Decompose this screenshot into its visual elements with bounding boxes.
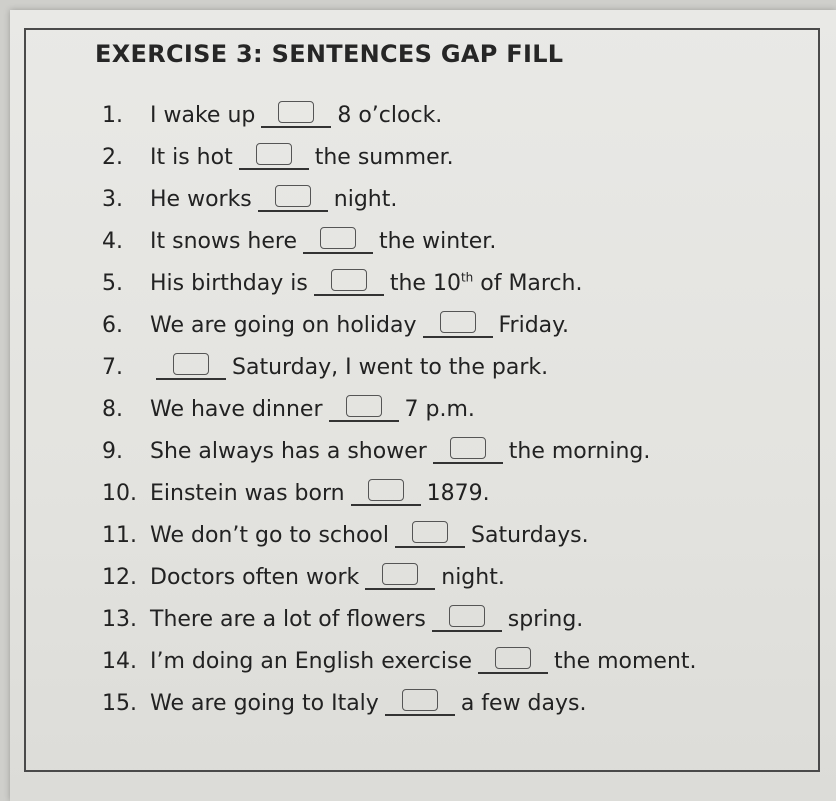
answer-blank-10[interactable] — [351, 478, 421, 506]
item-number: 8. — [102, 397, 123, 422]
sentence-start: We are going to Italy — [150, 691, 379, 716]
answer-box[interactable] — [450, 437, 486, 459]
ordinal-suffix: th — [460, 270, 474, 285]
answer-box[interactable] — [278, 101, 314, 123]
item-number: 6. — [102, 313, 123, 338]
sentence-end: the morning. — [508, 439, 651, 464]
sentence-7 — [102, 352, 548, 380]
exercise-title: EXERCISE 3: SENTENCES GAP FILL — [95, 40, 564, 68]
answer-box[interactable] — [331, 269, 367, 291]
item-number: 5. — [102, 271, 123, 296]
sentence-end: Saturdays. — [471, 523, 589, 548]
item-number: 13. — [102, 607, 137, 632]
sentence-start: I wake up — [150, 103, 256, 128]
sentence-start: Doctors often work — [150, 565, 360, 590]
answer-blank-11[interactable] — [395, 520, 465, 548]
item-number: 10. — [102, 481, 137, 506]
sentence-9 — [102, 436, 650, 464]
answer-box[interactable] — [382, 563, 418, 585]
sentence-15 — [102, 688, 586, 716]
answer-box[interactable] — [256, 143, 292, 165]
answer-blank-14[interactable] — [478, 646, 548, 674]
answer-box[interactable] — [173, 353, 209, 375]
sentence-3 — [102, 184, 397, 212]
sentence-end: a few days. — [460, 691, 587, 716]
answer-blank-3[interactable] — [258, 184, 328, 212]
sentence-10 — [102, 478, 490, 506]
sentence-5 — [102, 268, 583, 296]
answer-box[interactable] — [402, 689, 438, 711]
answer-blank-6[interactable] — [423, 310, 493, 338]
sentence-end: 1879. — [426, 481, 490, 506]
answer-blank-15[interactable] — [385, 688, 455, 716]
sentence-start: We are going on holiday — [150, 313, 417, 338]
answer-blank-7[interactable] — [156, 352, 226, 380]
sentence-end: Saturday, I went to the park. — [232, 355, 549, 380]
sentence-start: We have dinner — [150, 397, 323, 422]
answer-blank-13[interactable] — [432, 604, 502, 632]
sentence-end: 7 p.m. — [404, 397, 475, 422]
answer-blank-12[interactable] — [365, 562, 435, 590]
sentence-end: the summer. — [314, 145, 454, 170]
item-number: 4. — [102, 229, 123, 254]
answer-blank-5[interactable] — [314, 268, 384, 296]
answer-blank-1[interactable] — [261, 100, 331, 128]
item-number: 12. — [102, 565, 137, 590]
item-number: 3. — [102, 187, 123, 212]
item-number: 7. — [102, 355, 123, 380]
sentence-end: 8 o’clock. — [337, 103, 443, 128]
sentence-start: We don’t go to school — [150, 523, 390, 548]
answer-box[interactable] — [320, 227, 356, 249]
sentence-end: spring. — [507, 607, 584, 632]
sentence-end: night. — [333, 187, 398, 212]
sentence-12 — [102, 562, 505, 590]
answer-blank-4[interactable] — [303, 226, 373, 254]
sentence-start: It is hot — [150, 145, 233, 170]
sentence-6 — [102, 310, 569, 338]
sentence-end: night. — [441, 565, 505, 590]
sentence-2 — [102, 142, 454, 170]
item-number: 11. — [102, 523, 137, 548]
answer-box[interactable] — [275, 185, 311, 207]
sentence-end: Friday. — [498, 313, 570, 338]
sentence-end: the 10th of March. — [389, 270, 583, 296]
item-number: 1. — [102, 103, 123, 128]
sentence-13 — [102, 604, 583, 632]
sentence-11 — [102, 520, 589, 548]
item-number: 9. — [102, 439, 123, 464]
sentence-end: the winter. — [379, 229, 497, 254]
sentence-start: She always has a shower — [150, 439, 427, 464]
sentence-start: He works — [150, 187, 252, 212]
answer-blank-2[interactable] — [239, 142, 309, 170]
answer-blank-9[interactable] — [433, 436, 503, 464]
answer-box[interactable] — [368, 479, 404, 501]
sentence-start: His birthday is — [150, 271, 308, 296]
answer-box[interactable] — [412, 521, 448, 543]
sentence-8 — [102, 394, 475, 422]
sentence-1 — [102, 100, 442, 128]
answer-box[interactable] — [346, 395, 382, 417]
item-number: 2. — [102, 145, 123, 170]
answer-box[interactable] — [449, 605, 485, 627]
sentence-start: There are a lot of flowers — [150, 607, 426, 632]
answer-blank-8[interactable] — [329, 394, 399, 422]
sentence-14 — [102, 646, 697, 674]
item-number: 14. — [102, 649, 137, 674]
sentence-start: It snows here — [150, 229, 297, 254]
sentence-start: I’m doing an English exercise — [150, 649, 472, 674]
answer-box[interactable] — [495, 647, 531, 669]
answer-box[interactable] — [440, 311, 476, 333]
item-number: 15. — [102, 691, 137, 716]
sentence-4 — [102, 226, 496, 254]
sentence-end: the moment. — [554, 649, 697, 674]
sentence-start: Einstein was born — [150, 481, 345, 506]
